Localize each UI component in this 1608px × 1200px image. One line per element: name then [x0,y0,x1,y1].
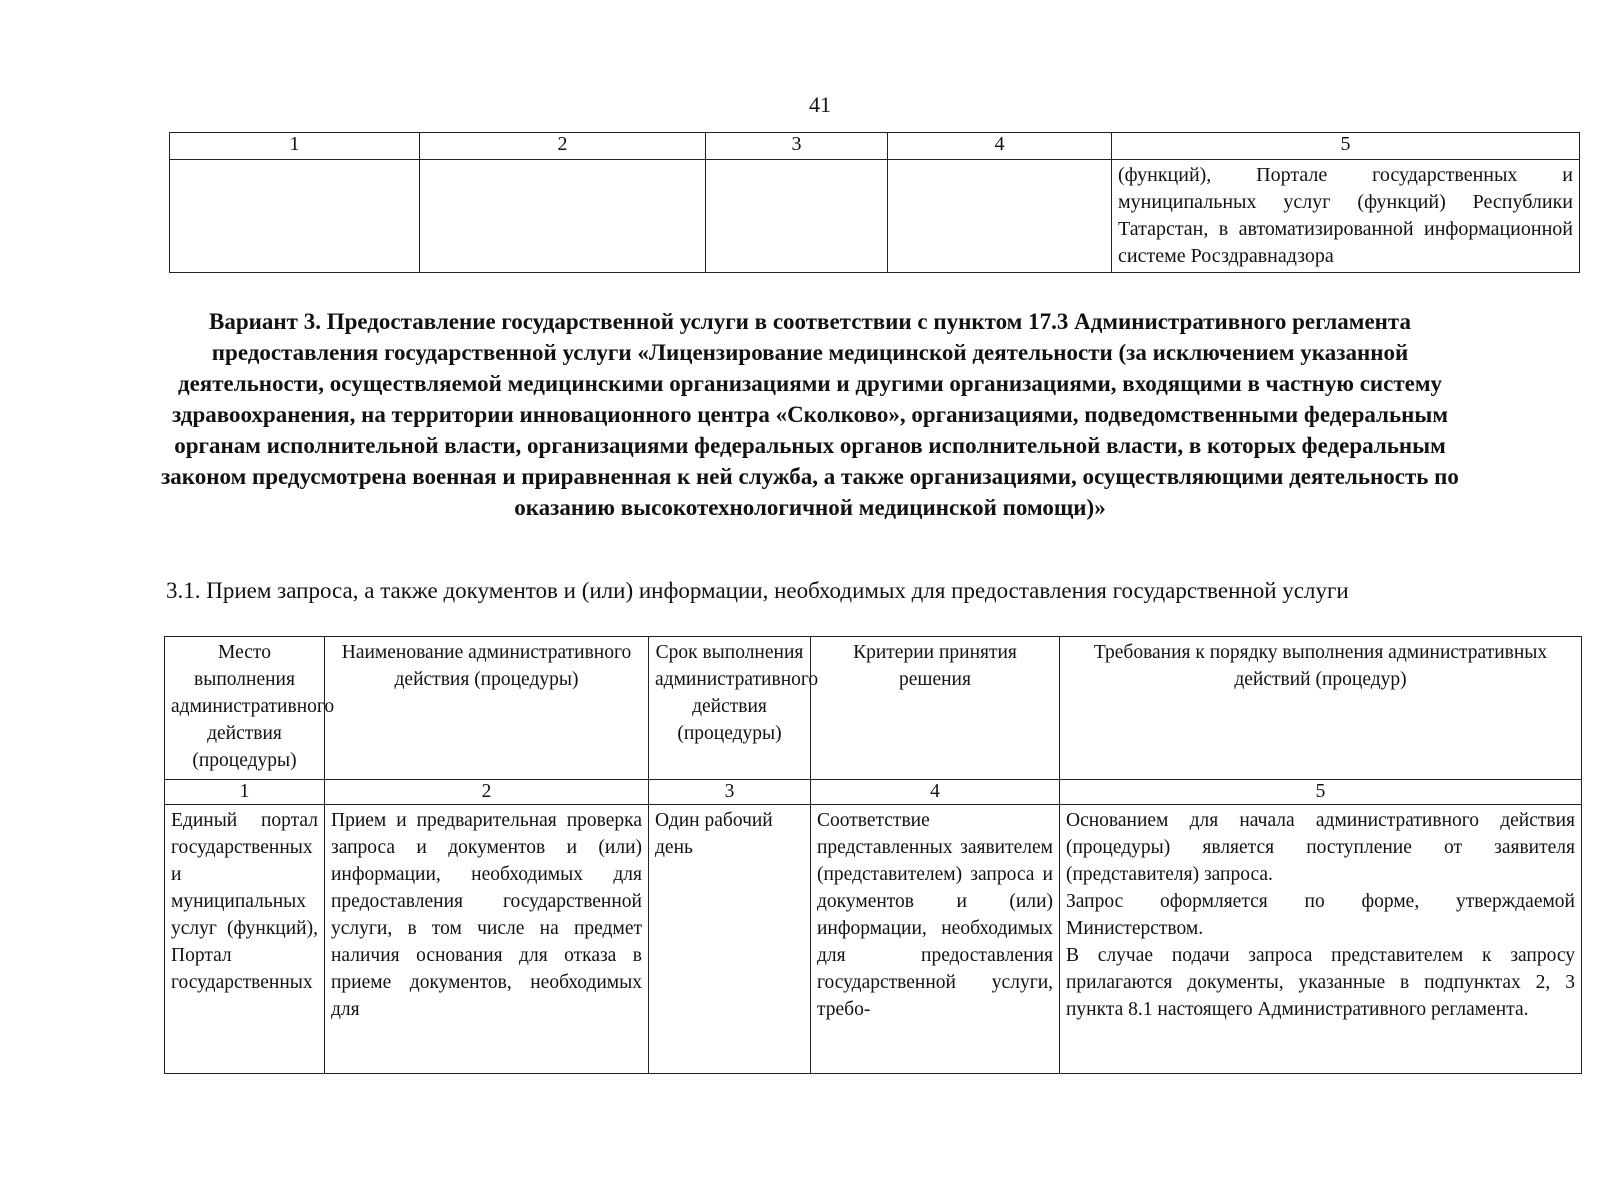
column-number: 3 [706,133,888,160]
table-row [170,160,1580,273]
requirement-paragraph: Основанием для начала административного действия (процедуры) является поступление от заявителя (представителя) запроса. [1066,810,1575,885]
criteria-cell: Соответствие представленных заявителем (представителем) запроса и документов и (или) информации, необходимых для предоставления государственной услуги, требо- [811,805,1060,1074]
column-header: Требования к порядку выполнения административных действий (процедур) [1060,637,1582,780]
column-number: 4 [811,780,1060,805]
requirements-cell [1060,805,1582,1074]
continuation-table [169,132,1580,273]
term-cell: Один рабочий день [649,805,811,1074]
requirement-paragraph: Запрос оформляется по форме, утверждаемой Министерством. [1066,891,1575,939]
column-header: Критерии принятия решения [811,637,1060,780]
place-cell: Единый портал государственных и муниципальных услуг (функций), Портал государственных [165,805,325,1074]
table-cell [888,160,1112,273]
column-number: 2 [420,133,706,160]
table-cell [706,160,888,273]
continuation-table-header-row [170,133,1580,160]
column-number: 2 [325,780,649,805]
column-number-row [165,780,1582,805]
requirement-paragraph: В случае подачи запроса представителем к запросу прилагаются документы, указанные в подпунктах 2, 3 пункта 8.1 настоящего Административного регламента. [1066,945,1575,1020]
section-heading: Вариант 3. Предоставление государственной услуги в соответствии с пунктом 17.3 Административного регламента предоставления государственной услуги «Лицензирование медицинской деятельности (за исключением указанной деятельности, осуществляемой медицинскими организациями и другими организациями, входящими в частную систему здравоохранения, на территории инновационного центра «Сколково», организациями, подведомственными федеральным органам исполнительной власти, организациями федеральных органов исполнительной власти, в которых федеральным законом предусмотрена военная и приравненная к ней служба, а также организациями, осуществляющими деятельность по оказанию высокотехнологичной медицинской помощи)» [161,309,1459,520]
table-cell: (функций), Портале государственных и муниципальных услуг (функций) Республики Татарстан, в автоматизированной информационной системе Росздравнадзора [1112,160,1580,273]
column-number: 5 [1060,780,1582,805]
page-number: 41 [809,92,831,117]
column-number: 1 [165,780,325,805]
table-cell [170,160,420,273]
column-number: 5 [1112,133,1580,160]
column-number: 3 [649,780,811,805]
table-row [165,805,1582,1074]
column-header: Место выполнения административного действия (процедуры) [165,637,325,780]
column-number: 1 [170,133,420,160]
table-cell [420,160,706,273]
column-header: Срок выполнения административного действия (процедуры) [649,637,811,780]
column-header: Наименование административного действия (процедуры) [325,637,649,780]
action-cell: Прием и предварительная проверка запроса и документов и (или) информации, необходимых для предоставления государственной услуги, в том числе на предмет наличия основания для отказа в приеме документов, необходимых для [325,805,649,1074]
procedure-table [164,636,1582,1074]
table-header-row [165,637,1582,780]
column-number: 4 [888,133,1112,160]
subsection-title: 3.1. Прием запроса, а также документов и (или) информации, необходимых для предоставления государственной услуги [166,578,1349,603]
